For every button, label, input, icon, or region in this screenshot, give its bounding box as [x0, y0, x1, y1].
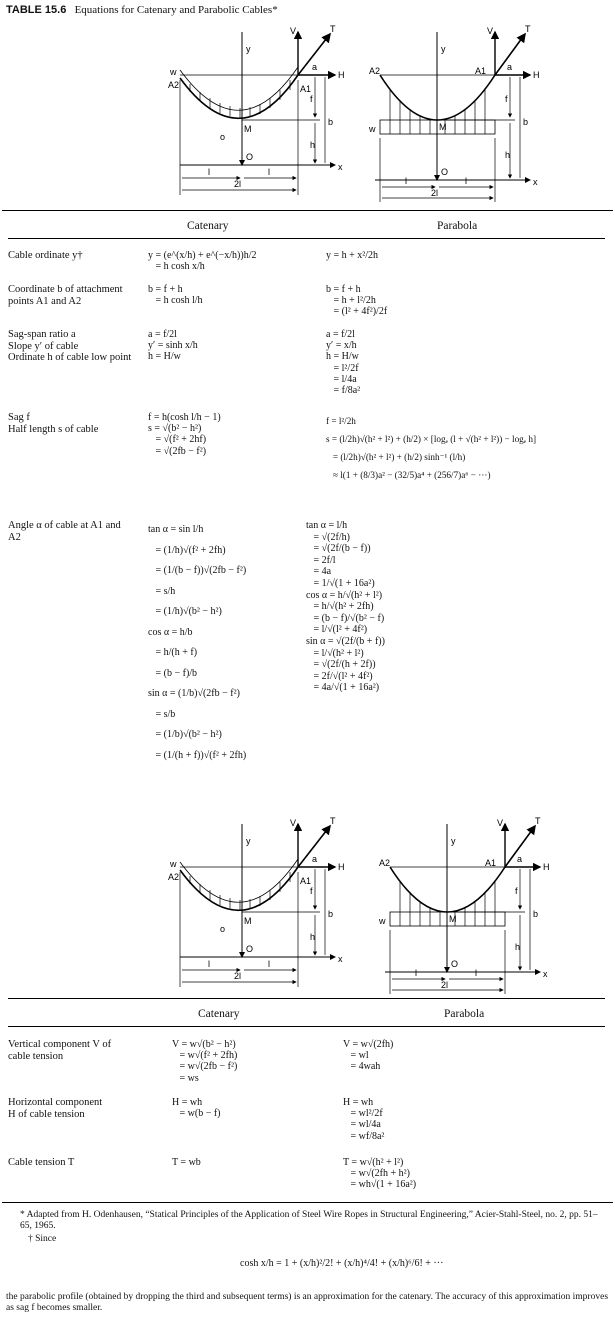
f-label: f: [515, 886, 518, 896]
t-label: T: [525, 24, 531, 34]
divider-rule-header: [8, 238, 605, 239]
parabola-diagram-top: [355, 20, 545, 210]
divider-rule-footnotes: [2, 1202, 613, 1203]
header-catenary-2: Catenary: [198, 1008, 240, 1020]
h-label: h: [310, 140, 316, 150]
parabola-angle-alpha: tan α = l/h = √(2f/h) = √(2f/(b − f)) = 2f/l = 4a = 1/√(1 + 16a²) cos α = h/√(h² + l²) = h/√(h² + 2fh) = (b − f)/√(b² − f) = l/√(l² + 4f²) sin α = √(2f/(b + f)) = l/√(h² + l²) = √(2f/(h + 2f)) = 2f/√(l² + 4f²) = 4a/√(1 + 16a²): [306, 520, 385, 694]
o-label: o: [220, 132, 226, 142]
alpha-label: a: [312, 854, 318, 864]
row-label-cable-tension: Cable tension T: [8, 1157, 75, 1168]
parabola-sag-span-slope-ordinate: a = f/2l y′ = x/h h = H/w = l²/2f = l/4a = f/8a²: [326, 329, 361, 397]
footnote-series-equation: cosh x/h = 1 + (x/h)²/2! + (x/h)⁴/4! + (x/h)⁶/6! + ···: [240, 1258, 444, 1269]
m-label: M: [439, 122, 447, 132]
alpha-label: a: [312, 62, 318, 72]
o-label: o: [220, 924, 226, 934]
l-label-right: l: [465, 176, 467, 186]
parabola-sag-half-length: f = l²/2h s = (l/2h)√(h² + l²) + (h/2) × [logₑ (l + √(h² + l²)) − logₑ h] = (l/2h)√(h² + l²) + (h/2) sinh⁻¹ (l/h) ≈ l(1 + (8/3)a² − (32/5)a⁴ + (256/7)a⁶ − ···): [326, 416, 537, 480]
two-l-label: 2l: [234, 179, 242, 189]
b-label: b: [328, 117, 334, 127]
origin-label: O: [451, 959, 459, 969]
divider-rule-header-2: [8, 1026, 605, 1027]
f-label: f: [310, 94, 313, 104]
parabola-diagram-bottom: [365, 812, 555, 1002]
header-parabola-2: Parabola: [444, 1008, 485, 1020]
row-label-horizontal-component: Horizontal component H of cable tension: [8, 1097, 103, 1120]
catenary-angle-alpha: tan α = sin l/h = (1/h)√(f² + 2fh) = (1/(b − f))√(2fb − f²) = s/h = (1/h)√(b² − h²) cos α = h/b = h/(h + f) = (b − f)/b sin α = (1/b)√(2fb − f²) = s/b = (1/b)√(b² − h²) = (1/(h + f))√(f² + 2fh): [148, 524, 247, 761]
y-axis-label: y: [246, 44, 251, 54]
parabola-horizontal-component: H = wh = wl²/2f = wl/4a = wf/8a²: [343, 1097, 385, 1142]
x-axis-label: x: [338, 162, 343, 172]
catenary-diagram-bottom: [160, 812, 350, 1002]
w-label: w: [170, 859, 177, 869]
two-l-label: 2l: [431, 188, 439, 198]
l-label-right: l: [268, 167, 270, 177]
catenary-sag-half-length: f = h(cosh l/h − 1) s = √(b² − h²) = √(f² + 2hf) = √(2fb − f²): [148, 412, 221, 457]
m-label: M: [449, 914, 457, 924]
table-title: Equations for Catenary and Parabolic Cables*: [74, 4, 278, 16]
catenary-coordinate-b: b = f + h = h cosh l/h: [148, 284, 203, 307]
header-parabola: Parabola: [437, 220, 478, 232]
m-label: M: [244, 124, 252, 134]
divider-rule-top: [2, 210, 613, 211]
table-number: TABLE 15.6: [6, 4, 67, 16]
m-label: M: [244, 916, 252, 926]
alpha-label: a: [507, 62, 513, 72]
t-label: T: [330, 24, 336, 34]
h-label: h: [505, 150, 511, 160]
w-label: w: [369, 124, 376, 134]
x-axis-label: x: [533, 177, 538, 187]
parabola-cable-ordinate: y = h + x²/2h: [326, 250, 379, 261]
w-label: w: [170, 67, 177, 77]
header-catenary: Catenary: [187, 220, 229, 232]
h-force-label: H: [533, 70, 540, 80]
parabola-cable-tension: T = w√(h² + l²) = w√(2fh + h²) = wh√(1 + 16a²): [343, 1157, 417, 1191]
footnote-source: * Adapted from H. Odenhausen, “Statical Principles of the Application of Steel Wire Ropes in Structural Engineering,” Acier-Stahl-Steel, no. 2, pp. 51–65, 1965.: [20, 1210, 598, 1231]
b-label: b: [533, 909, 539, 919]
row-label-vertical-component: Vertical component V of cable tension: [8, 1039, 112, 1062]
w-label: w: [379, 916, 386, 926]
a1-label: A1: [300, 876, 312, 886]
row-label-angle-alpha: Angle α of cable at A1 and A2: [8, 520, 121, 543]
two-l-label: 2l: [441, 980, 449, 990]
y-axis-label: y: [246, 836, 251, 846]
t-label: T: [330, 816, 336, 826]
v-label: V: [487, 26, 494, 36]
catenary-diagram-top: [160, 20, 350, 210]
x-axis-label: x: [543, 969, 548, 979]
catenary-cable-ordinate: y = (e^(x/h) + e^(−x/h))h/2 = h cosh x/h: [148, 250, 257, 273]
row-label-sag-span-slope-ordinate: Sag-span ratio a Slope y′ of cable Ordinate h of cable low point: [8, 329, 132, 363]
a1-label: A1: [300, 84, 312, 94]
l-label-left: l: [208, 959, 210, 969]
v-label: V: [290, 26, 297, 36]
l-label-left: l: [405, 176, 407, 186]
h-label: h: [515, 942, 521, 952]
row-label-coordinate-b: Coordinate b of attachment points A1 and A2: [8, 284, 123, 307]
row-label-sag-half-length: Sag f Half length s of cable: [8, 412, 99, 435]
l-label-left: l: [415, 968, 417, 978]
footnote-approximation-note: the parabolic profile (obtained by dropping the third and subsequent terms) is an approximation for the catenary. The accuracy of this approximation improves as sag f becomes smaller.: [6, 1292, 609, 1313]
y-axis-label: y: [441, 44, 446, 54]
t-label: T: [535, 816, 541, 826]
parabola-vertical-component: V = w√(2fh) = wl = 4wah: [343, 1039, 394, 1073]
a2-label: A2: [379, 858, 391, 868]
parabola-coordinate-b: b = f + h = h + l²/2h = (l² + 4f²)/2f: [326, 284, 388, 318]
a1-label: A1: [475, 66, 487, 76]
a2-label: A2: [369, 66, 381, 76]
f-label: f: [505, 94, 508, 104]
h-force-label: H: [338, 862, 345, 872]
origin-label: O: [246, 944, 254, 954]
table-caption: [6, 4, 278, 16]
a2-label: A2: [168, 872, 180, 882]
v-label: V: [290, 818, 297, 828]
alpha-label: a: [517, 854, 523, 864]
h-force-label: H: [338, 70, 345, 80]
l-label-left: l: [208, 167, 210, 177]
a1-label: A1: [485, 858, 497, 868]
origin-label: O: [246, 152, 254, 162]
catenary-sag-span-slope-ordinate: a = f/2l y′ = sinh x/h h = H/w: [148, 329, 198, 363]
row-label-cable-ordinate: Cable ordinate y†: [8, 250, 83, 261]
catenary-vertical-component: V = w√(b² − h²) = w√(f² + 2fh) = w√(2fb − f²) = ws: [172, 1039, 238, 1084]
v-label: V: [497, 818, 504, 828]
two-l-label: 2l: [234, 971, 242, 981]
h-label: h: [310, 932, 316, 942]
origin-label: O: [441, 167, 449, 177]
footnote-since: † Since: [28, 1234, 57, 1244]
catenary-cable-tension: T = wb: [172, 1157, 201, 1168]
f-label: f: [310, 886, 313, 896]
l-label-right: l: [268, 959, 270, 969]
catenary-horizontal-component: H = wh = w(b − f): [172, 1097, 221, 1120]
h-force-label: H: [543, 862, 550, 872]
y-axis-label: y: [451, 836, 456, 846]
divider-rule-section2-top: [8, 998, 605, 999]
l-label-right: l: [475, 968, 477, 978]
a2-label: A2: [168, 80, 180, 90]
b-label: b: [328, 909, 334, 919]
b-label: b: [523, 117, 529, 127]
x-axis-label: x: [338, 954, 343, 964]
